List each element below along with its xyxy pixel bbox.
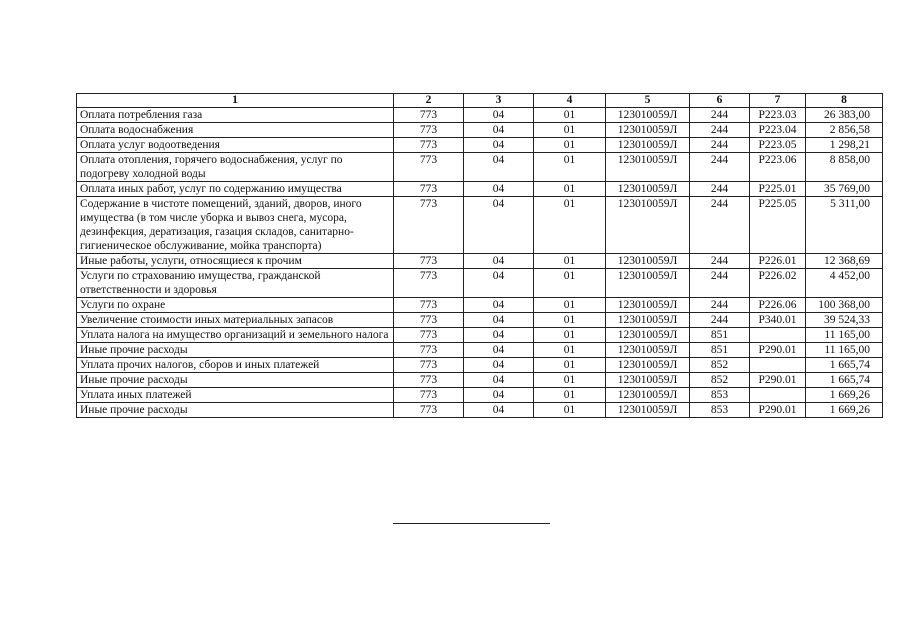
code-6-cell: 851 [690, 343, 750, 358]
code-5-cell: 123010059Л [606, 403, 690, 418]
code-4-cell: 01 [534, 138, 606, 153]
code-7-cell: Р340.01 [750, 313, 806, 328]
code-3-cell: 04 [464, 313, 534, 328]
amount-cell: 26 383,00 [806, 108, 883, 123]
amount-cell: 100 368,00 [806, 298, 883, 313]
code-4-cell: 01 [534, 153, 606, 182]
footer-divider-line [393, 523, 550, 524]
table-row [77, 388, 883, 403]
expense-name-cell: Оплата водоснабжения [77, 123, 394, 138]
expense-name-cell: Уплата прочих налогов, сборов и иных платежей [77, 358, 394, 373]
code-7-cell: Р290.01 [750, 403, 806, 418]
expense-name-cell: Иные прочие расходы [77, 343, 394, 358]
code-5-cell: 123010059Л [606, 197, 690, 254]
code-6-cell: 244 [690, 298, 750, 313]
table-row [77, 328, 883, 343]
code-5-cell: 123010059Л [606, 182, 690, 197]
code-7-cell: Р226.02 [750, 269, 806, 298]
table-row [77, 182, 883, 197]
code-7-cell [750, 388, 806, 403]
amount-cell: 11 165,00 [806, 343, 883, 358]
column-header-8: 8 [806, 94, 883, 108]
code-6-cell: 852 [690, 358, 750, 373]
table-row [77, 254, 883, 269]
code-7-cell: Р290.01 [750, 373, 806, 388]
code-2-cell: 773 [394, 123, 464, 138]
expense-name-cell: Услуги по охране [77, 298, 394, 313]
expense-name-cell: Оплата услуг водоотведения [77, 138, 394, 153]
table-row [77, 343, 883, 358]
code-3-cell: 04 [464, 153, 534, 182]
column-header-7: 7 [750, 94, 806, 108]
table-body [77, 108, 883, 418]
code-5-cell: 123010059Л [606, 108, 690, 123]
code-7-cell: Р223.06 [750, 153, 806, 182]
code-7-cell [750, 358, 806, 373]
code-7-cell: Р225.05 [750, 197, 806, 254]
code-4-cell: 01 [534, 197, 606, 254]
code-5-cell: 123010059Л [606, 254, 690, 269]
code-5-cell: 123010059Л [606, 153, 690, 182]
amount-cell: 11 165,00 [806, 328, 883, 343]
table-row [77, 197, 883, 254]
code-6-cell: 852 [690, 373, 750, 388]
code-2-cell: 773 [394, 138, 464, 153]
table-row [77, 108, 883, 123]
code-3-cell: 04 [464, 108, 534, 123]
amount-cell: 35 769,00 [806, 182, 883, 197]
column-header-4: 4 [534, 94, 606, 108]
code-3-cell: 04 [464, 328, 534, 343]
amount-cell: 1 669,26 [806, 403, 883, 418]
code-5-cell: 123010059Л [606, 343, 690, 358]
code-2-cell: 773 [394, 403, 464, 418]
code-6-cell: 244 [690, 123, 750, 138]
column-header-2: 2 [394, 94, 464, 108]
code-6-cell: 244 [690, 254, 750, 269]
code-2-cell: 773 [394, 153, 464, 182]
code-2-cell: 773 [394, 298, 464, 313]
code-3-cell: 04 [464, 254, 534, 269]
table-row [77, 138, 883, 153]
code-6-cell: 853 [690, 403, 750, 418]
code-7-cell: Р290.01 [750, 343, 806, 358]
table-row [77, 403, 883, 418]
code-6-cell: 244 [690, 313, 750, 328]
code-6-cell: 853 [690, 388, 750, 403]
code-4-cell: 01 [534, 403, 606, 418]
expense-name-cell: Иные работы, услуги, относящиеся к прочим [77, 254, 394, 269]
code-5-cell: 123010059Л [606, 388, 690, 403]
code-2-cell: 773 [394, 358, 464, 373]
code-3-cell: 04 [464, 182, 534, 197]
expense-name-cell: Содержание в чистоте помещений, зданий, дворов, иного имущества (в том числе уборка и вывоз снега, мусора, дезинфекция, дератизация, газация складов, санитарно-гигиеническое обслуживание, мойка транспорта) [77, 197, 394, 254]
table-row [77, 153, 883, 182]
code-2-cell: 773 [394, 313, 464, 328]
code-7-cell: Р226.01 [750, 254, 806, 269]
code-6-cell: 244 [690, 182, 750, 197]
table-row [77, 298, 883, 313]
code-3-cell: 04 [464, 388, 534, 403]
expense-name-cell: Увеличение стоимости иных материальных запасов [77, 313, 394, 328]
amount-cell: 8 858,00 [806, 153, 883, 182]
amount-cell: 2 856,58 [806, 123, 883, 138]
code-4-cell: 01 [534, 328, 606, 343]
column-header-1: 1 [77, 94, 394, 108]
table-row [77, 373, 883, 388]
code-4-cell: 01 [534, 269, 606, 298]
code-5-cell: 123010059Л [606, 358, 690, 373]
expense-name-cell: Уплата налога на имущество организаций и земельного налога [77, 328, 394, 343]
code-5-cell: 123010059Л [606, 328, 690, 343]
expense-name-cell: Уплата иных платежей [77, 388, 394, 403]
code-2-cell: 773 [394, 343, 464, 358]
code-4-cell: 01 [534, 358, 606, 373]
code-3-cell: 04 [464, 138, 534, 153]
table-row [77, 313, 883, 328]
code-7-cell: Р223.05 [750, 138, 806, 153]
code-3-cell: 04 [464, 343, 534, 358]
expense-name-cell: Оплата иных работ, услуг по содержанию имущества [77, 182, 394, 197]
code-3-cell: 04 [464, 373, 534, 388]
expense-name-cell: Услуги по страхованию имущества, гражданской ответственности и здоровья [77, 269, 394, 298]
code-5-cell: 123010059Л [606, 313, 690, 328]
code-5-cell: 123010059Л [606, 298, 690, 313]
code-4-cell: 01 [534, 182, 606, 197]
code-6-cell: 851 [690, 328, 750, 343]
amount-cell: 1 665,74 [806, 358, 883, 373]
amount-cell: 39 524,33 [806, 313, 883, 328]
table-header-row [77, 94, 883, 108]
code-4-cell: 01 [534, 313, 606, 328]
code-2-cell: 773 [394, 388, 464, 403]
expense-name-cell: Иные прочие расходы [77, 373, 394, 388]
code-3-cell: 04 [464, 123, 534, 138]
table-row [77, 269, 883, 298]
code-4-cell: 01 [534, 254, 606, 269]
expense-name-cell: Оплата отопления, горячего водоснабжения, услуг по подогреву холодной воды [77, 153, 394, 182]
code-6-cell: 244 [690, 108, 750, 123]
code-7-cell: Р223.04 [750, 123, 806, 138]
code-4-cell: 01 [534, 298, 606, 313]
code-5-cell: 123010059Л [606, 123, 690, 138]
code-5-cell: 123010059Л [606, 373, 690, 388]
amount-cell: 1 665,74 [806, 373, 883, 388]
code-6-cell: 244 [690, 197, 750, 254]
code-4-cell: 01 [534, 388, 606, 403]
table-row [77, 358, 883, 373]
column-header-6: 6 [690, 94, 750, 108]
code-2-cell: 773 [394, 108, 464, 123]
code-6-cell: 244 [690, 138, 750, 153]
amount-cell: 1 669,26 [806, 388, 883, 403]
code-7-cell [750, 328, 806, 343]
column-header-5: 5 [606, 94, 690, 108]
code-3-cell: 04 [464, 269, 534, 298]
code-2-cell: 773 [394, 269, 464, 298]
code-7-cell: Р223.03 [750, 108, 806, 123]
code-2-cell: 773 [394, 182, 464, 197]
code-4-cell: 01 [534, 373, 606, 388]
code-7-cell: Р226.06 [750, 298, 806, 313]
expense-name-cell: Оплата потребления газа [77, 108, 394, 123]
code-3-cell: 04 [464, 403, 534, 418]
code-6-cell: 244 [690, 269, 750, 298]
code-4-cell: 01 [534, 108, 606, 123]
table-row [77, 123, 883, 138]
code-2-cell: 773 [394, 254, 464, 269]
code-3-cell: 04 [464, 197, 534, 254]
code-2-cell: 773 [394, 328, 464, 343]
expense-name-cell: Иные прочие расходы [77, 403, 394, 418]
amount-cell: 4 452,00 [806, 269, 883, 298]
code-4-cell: 01 [534, 343, 606, 358]
code-3-cell: 04 [464, 298, 534, 313]
code-7-cell: Р225.01 [750, 182, 806, 197]
amount-cell: 5 311,00 [806, 197, 883, 254]
budget-table [76, 93, 883, 418]
code-5-cell: 123010059Л [606, 138, 690, 153]
code-2-cell: 773 [394, 197, 464, 254]
code-3-cell: 04 [464, 358, 534, 373]
amount-cell: 12 368,69 [806, 254, 883, 269]
code-4-cell: 01 [534, 123, 606, 138]
column-header-3: 3 [464, 94, 534, 108]
code-5-cell: 123010059Л [606, 269, 690, 298]
code-6-cell: 244 [690, 153, 750, 182]
amount-cell: 1 298,21 [806, 138, 883, 153]
code-2-cell: 773 [394, 373, 464, 388]
